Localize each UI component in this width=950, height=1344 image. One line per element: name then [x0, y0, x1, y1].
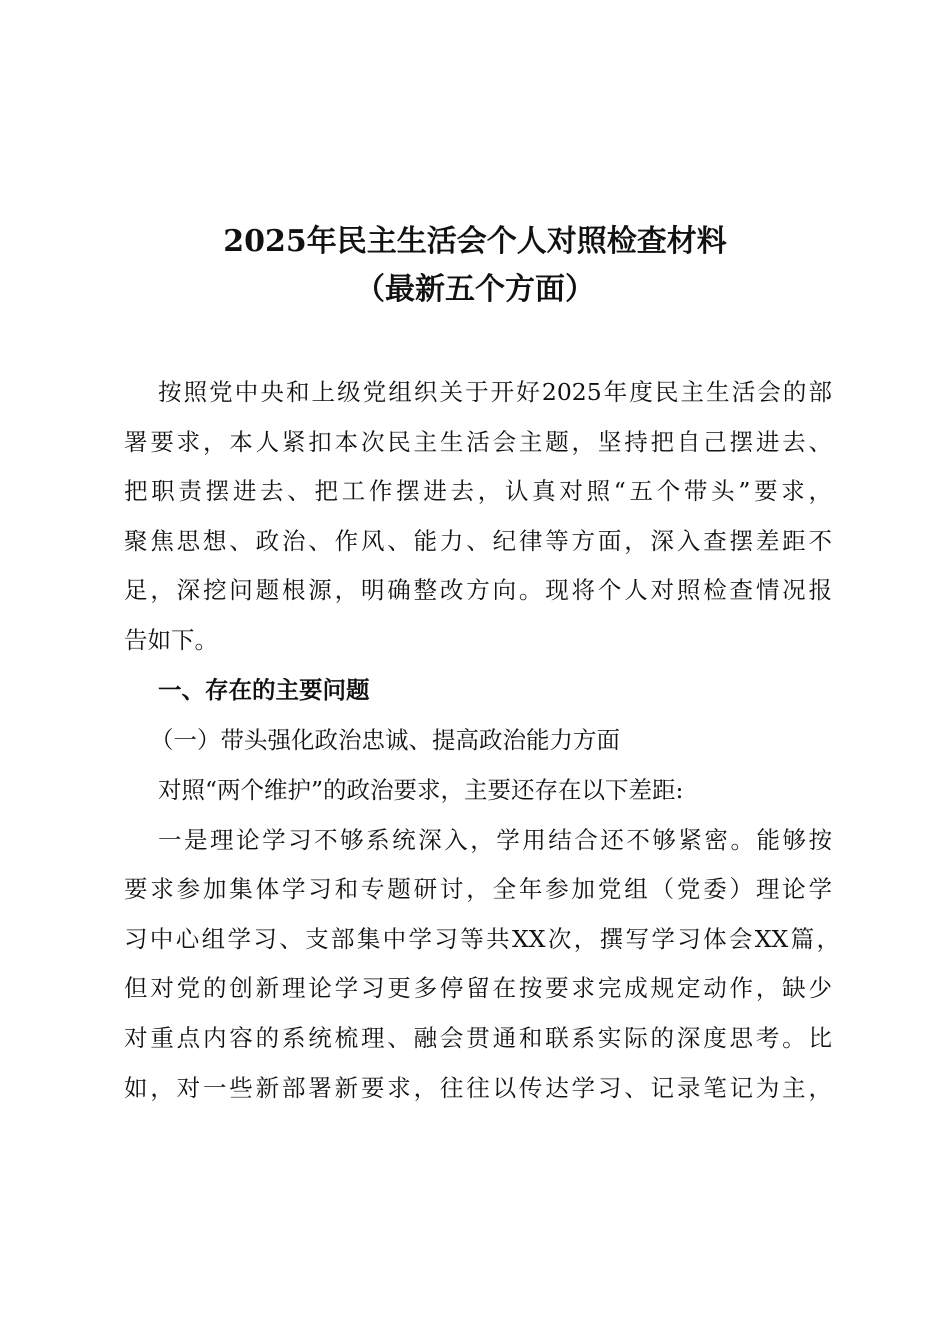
- paragraph-line: 习中心组学习、支部集中学习等共XX次，撰写学习体会XX篇，: [124, 925, 840, 953]
- paragraph-line: 按照党中央和上级党组织关于开好2025年度民主生活会的部: [158, 378, 832, 406]
- paragraph-line: 但对党的创新理论学习更多停留在按要求完成规定动作，缺少: [124, 974, 832, 1002]
- paragraph-line: 一是理论学习不够系统深入，学用结合还不够紧密。能够按: [158, 826, 832, 854]
- document-title: 2025年民主生活会个人对照检查材料: [223, 224, 727, 259]
- section-heading: 一、存在的主要问题: [158, 676, 370, 704]
- paragraph-line: 聚焦思想、政治、作风、能力、纪律等方面，深入查摆差距不: [124, 527, 832, 555]
- paragraph-line: 对照“两个维护”的政治要求，主要还存在以下差距:: [158, 776, 684, 804]
- paragraph-line: 要求参加集体学习和专题研讨，全年参加党组（党委）理论学: [124, 875, 832, 903]
- paragraph-line: 把职责摆进去、把工作摆进去，认真对照“五个带头”要求，: [124, 477, 832, 505]
- subsection-heading: （一）带头强化政治忠诚、提高政治能力方面: [150, 726, 620, 754]
- paragraph-line: 署要求，本人紧扣本次民主生活会主题，坚持把自己摆进去、: [124, 428, 832, 456]
- paragraph-line: 对重点内容的系统梳理、融会贯通和联系实际的深度思考。比: [124, 1024, 832, 1052]
- document-subtitle: （最新五个方面）: [355, 272, 595, 307]
- paragraph-line: 告如下。: [124, 626, 218, 654]
- paragraph-line: 如，对一些新部署新要求，往往以传达学习、记录笔记为主，: [124, 1074, 832, 1102]
- paragraph-line: 足，深挖问题根源，明确整改方向。现将个人对照检查情况报: [124, 576, 832, 604]
